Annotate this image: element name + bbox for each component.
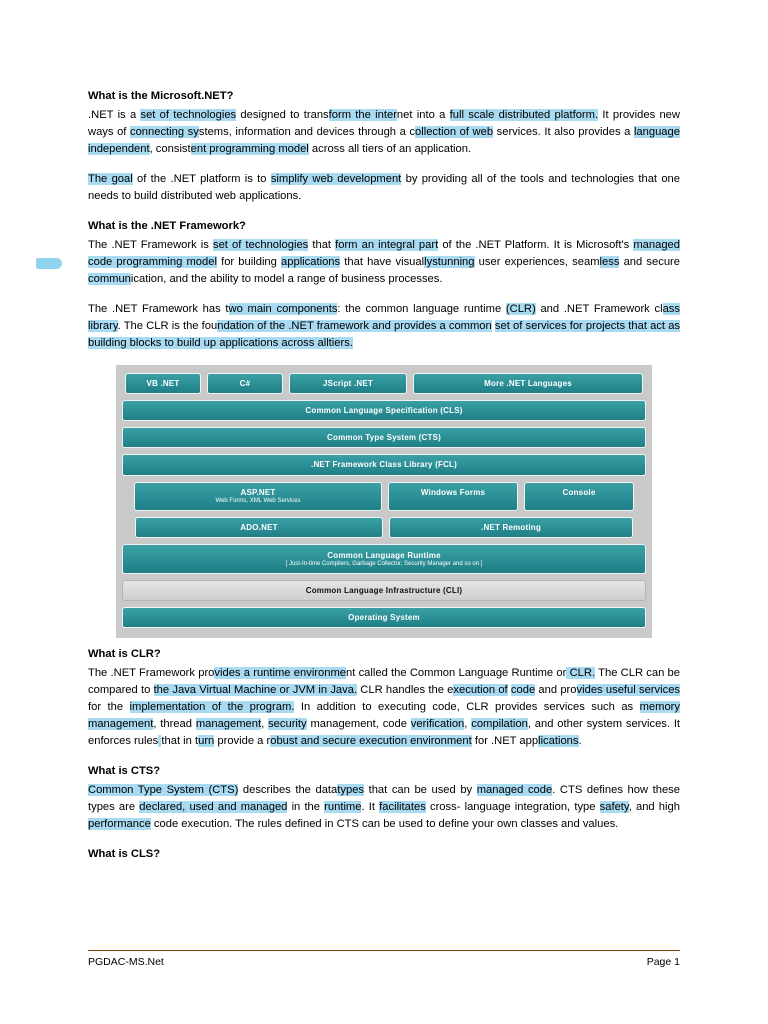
paragraph-net-framework-components: The .NET Framework has two main components: the common language runtime (CLR) and .NET Framework class library. The CLR is the foundation of the .NET framework and provides a common set of services for projects that act as building blocks to build up applications across alltiers.: [88, 302, 681, 349]
diagram-cell-windows-forms: [388, 482, 518, 511]
diagram-row-data-remoting: [122, 517, 646, 538]
diagram-cell-console: [524, 482, 634, 511]
diagram-cell-operating-system: [122, 607, 646, 628]
diagram-cell-label: Common Language Infrastructure (CLI): [305, 585, 463, 595]
diagram-cell-fcl: [122, 454, 646, 475]
diagram-cell-label: More .NET Languages: [484, 378, 572, 388]
document-body: [88, 88, 680, 863]
diagram-cell-more-languages: [413, 373, 643, 394]
diagram-cell-label: .NET Remoting: [481, 522, 541, 532]
section-heading-what-is-cls: What is CLS?: [88, 847, 161, 860]
diagram-cell-label: .NET Framework Class Library (FCL): [311, 460, 457, 470]
diagram-cell-cls: [122, 400, 646, 421]
paragraph-clr: The .NET Framework provides a runtime environment called the Common Language Runtime or CLR. The CLR can be compared to the Java Virtual Machine or JVM in Java. CLR handles the execution of code and provides useful services for the implementation of the program. In addition to executing code, CLR provides services such as memory management, thread management, security management, code verification, compilation, and other system services. It enforces rules that in turn provide a robust and secure execution environment for .NET applications.: [88, 667, 681, 748]
diagram-cell-net-remoting: [389, 517, 633, 538]
diagram-row-languages: [122, 373, 646, 394]
diagram-cell-cli: [122, 580, 646, 601]
diagram-cell-csharp: [207, 373, 283, 394]
section-heading-what-is-net-framework: What is the .NET Framework?: [88, 219, 246, 232]
diagram-cell-label: JScript .NET: [323, 378, 373, 388]
diagram-cell-label: Operating System: [348, 613, 420, 623]
diagram-cell-label: Windows Forms: [420, 487, 486, 497]
diagram-row-fcl: [122, 454, 646, 475]
diagram-cell-sublabel: [ Just-In-time Compilers, Garbage Collector, Security Manager and so on ]: [285, 560, 483, 567]
paragraph-net-goal: The goal of the .NET platform is to simplify web development by providing all of the tools and technologies that one needs to build distributed web applications.: [88, 172, 681, 202]
diagram-row-cli: [122, 580, 646, 601]
diagram-cell-label: ADO.NET: [240, 522, 278, 532]
diagram-cell-label: Common Language Specification (CLS): [305, 405, 463, 415]
footer-divider: [88, 950, 680, 951]
diagram-cell-label: Console: [562, 487, 596, 497]
paragraph-net-overview: .NET is a set of technologies designed to transform the internet into a full scale distributed platform. It provides new ways of connecting systems, information and devices through a collection of web services. It also provides a language independent, consistent programming model across all tiers of an application.: [88, 108, 680, 155]
highlight-marker-icon: [36, 258, 62, 269]
diagram-row-app-models: [122, 482, 646, 511]
paragraph-cts: Common Type System (CTS) describes the datatypes that can be used by managed code. CTS defines how these types are declared, used and managed in the runtime. It facilitates cross- language integration, type safety, and high performance code execution. The rules defined in CTS can be used to define your own classes and values.: [88, 783, 680, 830]
diagram-cell-cts: [122, 427, 646, 448]
diagram-cell-label: Common Type System (CTS): [327, 433, 441, 443]
diagram-row-clr: [122, 544, 646, 574]
diagram-cell-jscript-net: [289, 373, 407, 394]
paragraph-net-framework-overview: The .NET Framework is set of technologies that form an integral part of the .NET Platform. It is Microsoft's managed code programming model for building applications that have visuallystunning user experiences, seamless and secure communication, and the ability to model a range of business processes.: [88, 238, 680, 285]
page-footer: [88, 950, 680, 968]
diagram-cell-label: Common Language Runtime: [327, 550, 441, 560]
footer-left-text: PGDAC-MS.Net: [88, 956, 164, 968]
architecture-diagram: [116, 365, 652, 638]
footer-page-number: Page 1: [646, 956, 680, 968]
section-heading-what-is-microsoft-net: What is the Microsoft.NET?: [88, 90, 234, 102]
diagram-cell-vb-net: [125, 373, 201, 394]
diagram-row-cls: [122, 400, 646, 421]
footer-content: [88, 956, 680, 968]
diagram-row-cts: [122, 427, 646, 448]
diagram-cell-label: ASP.NET: [240, 487, 276, 497]
section-heading-what-is-clr: What is CLR?: [88, 648, 161, 661]
section-heading-what-is-cts: What is CTS?: [88, 765, 161, 778]
diagram-row-os: [122, 607, 646, 628]
diagram-cell-aspnet: [134, 482, 382, 511]
diagram-cell-label: C#: [239, 378, 251, 388]
diagram-cell-sublabel: Web Forms, XML Web Services: [215, 497, 301, 504]
diagram-cell-clr: [122, 544, 646, 574]
figure-dotnet-architecture: [88, 365, 680, 638]
diagram-cell-adonet: [135, 517, 383, 538]
diagram-cell-label: VB .NET: [146, 378, 180, 388]
